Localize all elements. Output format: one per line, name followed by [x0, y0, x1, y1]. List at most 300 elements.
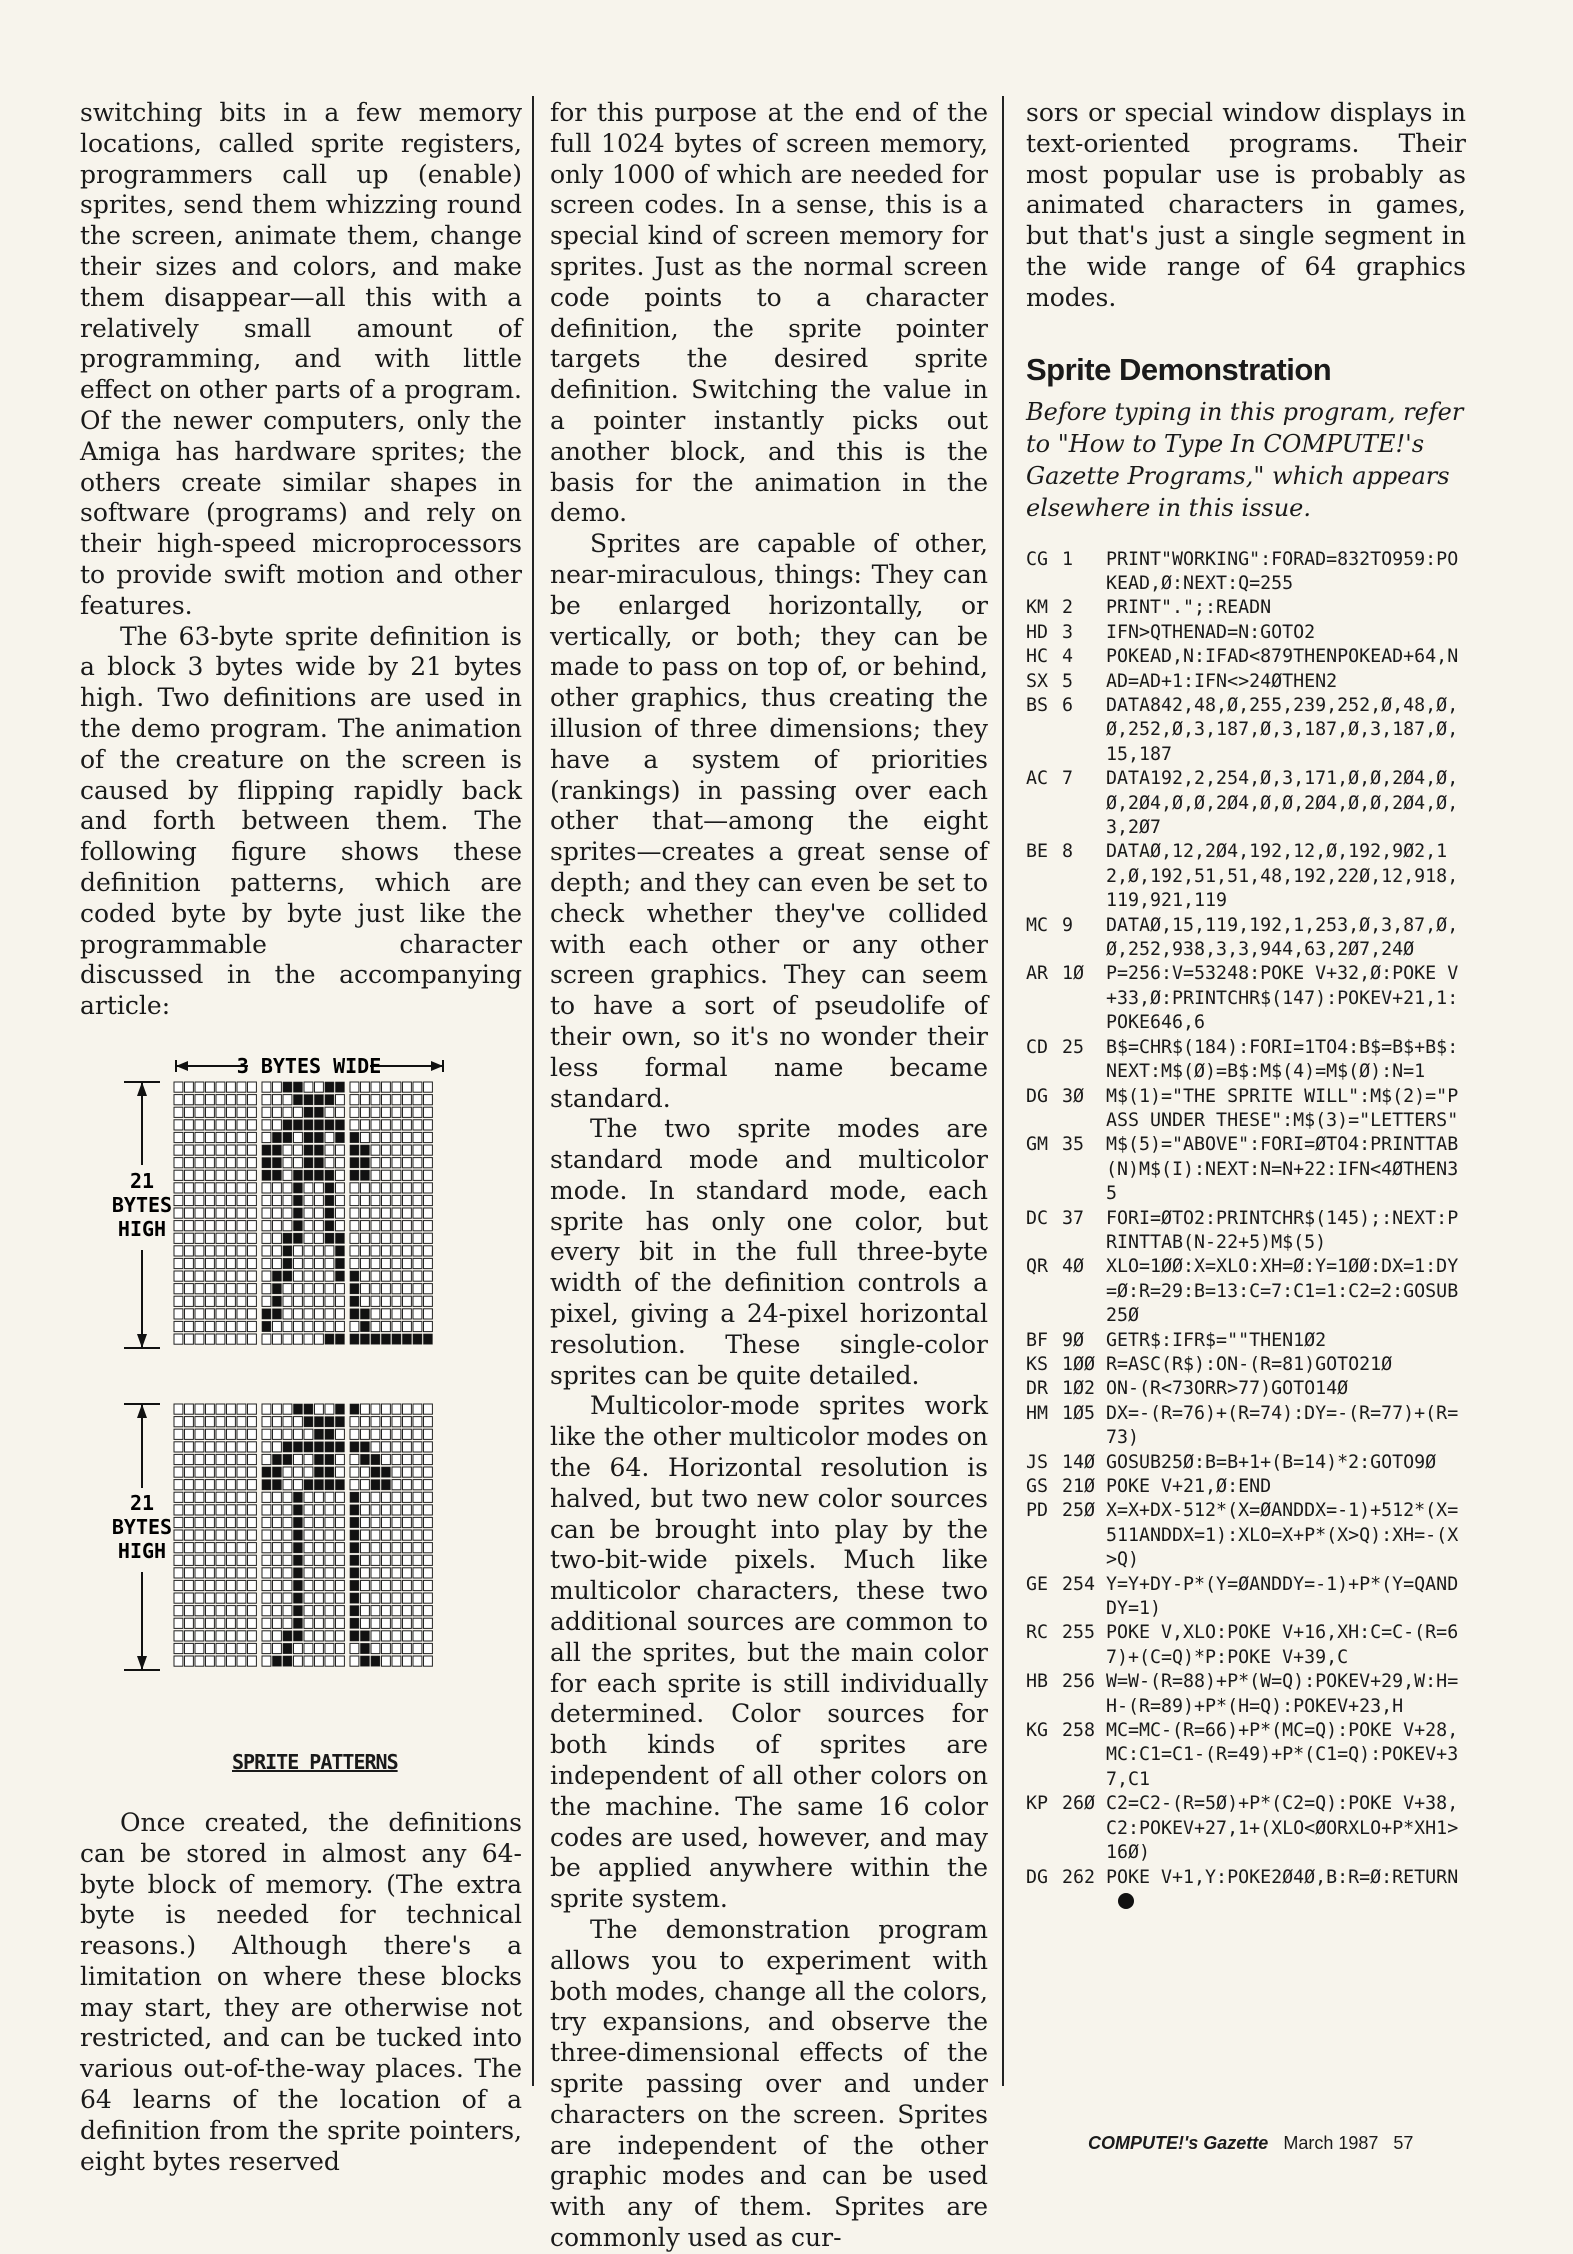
sprite-pixel-off: [195, 1555, 204, 1565]
sprite-pixel-off: [195, 1505, 204, 1515]
sprite-pixel-off: [304, 1555, 313, 1565]
sprite-pixel-on: [294, 1183, 303, 1193]
sprite-pixel-off: [216, 1183, 225, 1193]
sprite-pixel-off: [273, 1258, 282, 1268]
sprite-pixel-off: [248, 1568, 257, 1578]
sprite-pixel-off: [294, 1158, 303, 1168]
sprite-pixel-off: [371, 1593, 380, 1603]
sprite-pixel-off: [403, 1208, 412, 1218]
sprite-pixel-off: [403, 1517, 412, 1527]
sprite-pixel-off: [262, 1555, 271, 1565]
sprite-pixel-off: [350, 1221, 359, 1231]
sprite-pixel-off: [304, 1233, 313, 1243]
sprite-pixel-off: [216, 1095, 225, 1105]
sprite-pixel-off: [361, 1221, 370, 1231]
sprite-pixel-off: [195, 1107, 204, 1117]
sprite-pixel-off: [413, 1555, 422, 1565]
sprite-pixel-on: [294, 1606, 303, 1616]
sprite-pixel-off: [216, 1580, 225, 1590]
line-number: 254: [1062, 1573, 1096, 1595]
sprite-pixel-off: [262, 1221, 271, 1231]
sprite-pixel-off: [304, 1246, 313, 1256]
sprite-pixel-off: [174, 1246, 183, 1256]
sprite-pixel-off: [304, 1195, 313, 1205]
sprite-pixel-on: [336, 1417, 345, 1427]
sprite-pixel-on: [325, 1467, 334, 1477]
sprite-pixel-off: [413, 1530, 422, 1540]
sprite-pixel-off: [237, 1618, 246, 1628]
sprite-pixel-off: [325, 1271, 334, 1281]
line-code: M$(5)="ABOVE":FORI=ØTO4:PRINTTAB(N)M$(I):NEXT:N=N+22:IFN<4ØTHEN35: [1106, 1134, 1459, 1205]
sprite-pixel-off: [227, 1631, 236, 1641]
sprite-pixel-off: [248, 1221, 257, 1231]
sprite-pixel-off: [336, 1530, 345, 1540]
sprite-pixel-off: [424, 1580, 433, 1590]
sprite-pixel-on: [294, 1593, 303, 1603]
sprite-pixel-off: [350, 1183, 359, 1193]
sprite-pixel-off: [195, 1284, 204, 1294]
sprite-pixel-off: [262, 1120, 271, 1130]
sprite-pixel-on: [371, 1656, 380, 1666]
sprite-pixel-on: [403, 1334, 412, 1344]
sprite-pixel-off: [174, 1442, 183, 1452]
sprite-pixel-off: [325, 1568, 334, 1578]
sprite-pixel-off: [403, 1082, 412, 1092]
sprite-pixel-off: [262, 1284, 271, 1294]
sprite-pixel-off: [403, 1643, 412, 1653]
sprite-pixel-off: [283, 1221, 292, 1231]
sprite-pixel-off: [283, 1095, 292, 1105]
sprite-pixel-off: [283, 1321, 292, 1331]
sprite-pixel-off: [174, 1082, 183, 1092]
sprite-pixel-off: [382, 1271, 391, 1281]
sprite-pixel-off: [248, 1309, 257, 1319]
sprite-pixel-off: [227, 1271, 236, 1281]
sprite-pixel-off: [403, 1467, 412, 1477]
sprite-pixel-off: [206, 1530, 215, 1540]
sprite-pixel-off: [371, 1492, 380, 1502]
sprite-pixel-off: [382, 1656, 391, 1666]
sprite-pixel-off: [424, 1429, 433, 1439]
sprite-pixel-off: [206, 1271, 215, 1281]
sprite-pixel-on: [382, 1467, 391, 1477]
sprite-pixel-off: [382, 1208, 391, 1218]
sprite-pixel-off: [315, 1505, 324, 1515]
sprite-pixel-off: [315, 1530, 324, 1540]
sprite-pixel-off: [382, 1170, 391, 1180]
sprite-pixel-off: [424, 1233, 433, 1243]
publication-name: COMPUTE!'s Gazette: [1088, 2133, 1269, 2153]
sprite-pixel-on: [325, 1095, 334, 1105]
sprite-pixel-off: [371, 1221, 380, 1231]
sprite-pixel-off: [185, 1656, 194, 1666]
column-2: [550, 98, 988, 2254]
sprite-pixel-off: [248, 1107, 257, 1117]
line-code: P=256:V=53248:POKE V+32,Ø:POKE V+33,Ø:PRINTCHR$(147):POKEV+21,1:POKE646,6: [1106, 963, 1459, 1034]
sprite-pixel-off: [185, 1132, 194, 1142]
sprite-pixel-off: [403, 1618, 412, 1628]
sprite-pixel-off: [413, 1321, 422, 1331]
sprite-pixel-off: [371, 1555, 380, 1565]
sprite-pixel-on: [294, 1580, 303, 1590]
sprite-pixel-off: [216, 1429, 225, 1439]
listing-line: [1026, 548, 1466, 597]
line-code: DATA842,48,Ø,255,239,252,Ø,48,Ø,Ø,252,Ø,3,187,Ø,3,187,Ø,3,187,Ø,15,187: [1106, 695, 1459, 765]
sprite-pixel-off: [392, 1492, 401, 1502]
sprite-pixel-on: [315, 1454, 324, 1464]
sprite-pixel-off: [413, 1618, 422, 1628]
sprite-pixel-off: [206, 1480, 215, 1490]
listing-line: [1026, 1207, 1466, 1256]
sprite-pixel-on: [350, 1593, 359, 1603]
sprite-pixel-off: [424, 1643, 433, 1653]
sprite-pixel-off: [424, 1246, 433, 1256]
sprite-pixel-on: [304, 1107, 313, 1117]
checksum-code: GS: [1026, 1476, 1049, 1498]
line-code: DATAØ,12,2Ø4,192,12,Ø,192,9Ø2,12,Ø,192,51,51,48,192,22Ø,12,918,119,921,119: [1106, 841, 1459, 912]
sprite-pixel-off: [304, 1429, 313, 1439]
sprite-pixel-off: [413, 1467, 422, 1477]
sprite-pixel-off: [424, 1321, 433, 1331]
listing-line: [1026, 840, 1466, 913]
sprite-pixel-off: [248, 1296, 257, 1306]
sprite-pixel-off: [195, 1309, 204, 1319]
sprite-pixel-off: [195, 1321, 204, 1331]
sprite-pixel-off: [371, 1183, 380, 1193]
line-number: 21Ø: [1062, 1476, 1096, 1498]
line-number: 7: [1062, 768, 1074, 790]
sprite-pixel-off: [350, 1082, 359, 1092]
sprite-pixel-off: [227, 1132, 236, 1142]
sprite-pixel-off: [195, 1334, 204, 1344]
sprite-pixel-off: [382, 1321, 391, 1331]
sprite-pixel-off: [227, 1183, 236, 1193]
sprite-pixel-off: [392, 1555, 401, 1565]
paragraph: Once created, the definitions can be stored in almost any 64-byte block of memory. (The extra byte is needed for technical reasons.) Although there's a limitation on where these blocks may start, they are otherwise not restricted, and can be tucked into various out-of-the-way places. The 64 learns of the location of a definition from the sprite pointers, eight bytes reserved: [80, 1807, 522, 2176]
sprite-pixel-off: [304, 1568, 313, 1578]
sprite-pixel-off: [283, 1505, 292, 1515]
sprite-pixel-off: [273, 1593, 282, 1603]
sprite-pixel-on: [315, 1417, 324, 1427]
sprite-pixel-off: [413, 1195, 422, 1205]
sprite-pixel-off: [185, 1530, 194, 1540]
checksum-code: QR: [1026, 1256, 1049, 1278]
sprite-pixel-off: [403, 1120, 412, 1130]
sprite-pixel-on: [304, 1120, 313, 1130]
sprite-pixel-off: [262, 1095, 271, 1105]
sprite-pixel-on: [336, 1082, 345, 1092]
sprite-pixel-off: [237, 1480, 246, 1490]
sprite-pixel-off: [206, 1404, 215, 1414]
sprite-pixel-off: [403, 1158, 412, 1168]
sprite-pixel-off: [206, 1246, 215, 1256]
sprite-pixel-off: [227, 1309, 236, 1319]
checksum-code: KM: [1026, 597, 1049, 619]
sprite-pixel-off: [262, 1246, 271, 1256]
sprite-pixel-off: [248, 1631, 257, 1641]
sprite-pixel-off: [227, 1492, 236, 1502]
sprite-pixel-off: [206, 1454, 215, 1464]
sprite-pixel-off: [273, 1618, 282, 1628]
line-code: POKE V+1,Y:POKE2Ø4Ø,B:R=Ø:RETURN: [1106, 1866, 1466, 1915]
listing-line: [1026, 621, 1466, 645]
sprite-pixel-off: [262, 1233, 271, 1243]
sprite-pixel-off: [174, 1454, 183, 1464]
sprite-pixel-off: [325, 1543, 334, 1553]
sprite-pixel-off: [185, 1606, 194, 1616]
sprite-pixel-on: [273, 1132, 282, 1142]
line-number: 14Ø: [1062, 1451, 1096, 1473]
sprite-pixel-on: [325, 1417, 334, 1427]
line-code: Y=Y+DY-P*(Y=ØANDDY=-1)+P*(Y=QANDDY=1): [1106, 1573, 1459, 1620]
sprite-pixel-off: [336, 1221, 345, 1231]
checksum-code: SX: [1026, 670, 1049, 692]
sprite-pixel-off: [227, 1467, 236, 1477]
sprite-pixel-off: [304, 1517, 313, 1527]
sprite-pixel-off: [237, 1208, 246, 1218]
sprite-pixel-off: [195, 1606, 204, 1616]
sprite-pixel-off: [392, 1195, 401, 1205]
sprite-pixel-on: [325, 1334, 334, 1344]
sprite-pixel-off: [325, 1132, 334, 1142]
sprite-pixel-off: [294, 1480, 303, 1490]
sprite-pixel-off: [237, 1492, 246, 1502]
sprite-pixel-off: [283, 1158, 292, 1168]
sprite-pixel-on: [361, 1643, 370, 1653]
checksum-code: DG: [1026, 1866, 1049, 1888]
sprite-pixel-off: [336, 1631, 345, 1641]
line-code: DX=-(R=76)+(R=74):DY=-(R=77)+(R=73): [1106, 1402, 1459, 1449]
sprite-pixel-off: [174, 1132, 183, 1142]
sprite-pixel-on: [361, 1454, 370, 1464]
sprite-pixel-off: [403, 1492, 412, 1502]
sprite-pixel-off: [336, 1195, 345, 1205]
sprite-pixel-off: [392, 1183, 401, 1193]
sprite-pixel-off: [424, 1517, 433, 1527]
sprite-pixel-off: [392, 1429, 401, 1439]
sprite-pixel-off: [227, 1505, 236, 1515]
sprite-pixel-off: [294, 1454, 303, 1464]
sprite-pixel-off: [413, 1643, 422, 1653]
sprite-pixel-off: [371, 1618, 380, 1628]
sprite-pixel-off: [206, 1221, 215, 1231]
sprite-pixel-off: [248, 1284, 257, 1294]
sprite-pixel-off: [392, 1321, 401, 1331]
sprite-pixel-off: [237, 1321, 246, 1331]
sprite-pixel-off: [371, 1530, 380, 1540]
sprite-pixel-off: [206, 1442, 215, 1452]
sprite-pixel-off: [237, 1505, 246, 1515]
sprite-pixel-off: [392, 1517, 401, 1527]
sprite-pixel-off: [195, 1517, 204, 1527]
sprite-pixel-off: [248, 1467, 257, 1477]
line-code: C2=C2-(R=5Ø)+P*(C2=Q):POKE V+38,C2:POKEV+27,1+(XLO<ØORXLO+P*XH1>16Ø): [1106, 1793, 1459, 1864]
sprite-pixel-off: [174, 1120, 183, 1130]
sprite-pixel-off: [392, 1543, 401, 1553]
checksum-code: KG: [1026, 1720, 1049, 1742]
sprite-pixel-off: [227, 1233, 236, 1243]
sprite-pixel-off: [206, 1429, 215, 1439]
sprite-pixel-off: [382, 1442, 391, 1452]
line-number: 3: [1062, 621, 1074, 643]
sprite-pixel-off: [371, 1132, 380, 1142]
sprite-pixel-off: [294, 1334, 303, 1344]
sprite-pixel-off: [382, 1158, 391, 1168]
sprite-pixel-on: [262, 1145, 271, 1155]
sprite-pixel-off: [413, 1580, 422, 1590]
sprite-pixel-off: [216, 1606, 225, 1616]
sprite-pixel-off: [273, 1643, 282, 1653]
sprite-pixel-off: [294, 1284, 303, 1294]
sprite-pixel-off: [382, 1296, 391, 1306]
paragraph: The 63-byte sprite definition is a block 3 bytes wide by 21 bytes high. Two definitions are used in the demo program. The animation of the creature on the screen is caused by flipping rapidly back and forth between them. The following figure shows these definition patterns, which are coded byte by byte just like the programmable character discussed in the accompanying article:: [80, 621, 522, 1021]
sprite-pixel-off: [336, 1568, 345, 1578]
sprite-pixel-off: [325, 1517, 334, 1527]
sprite-pixel-off: [273, 1404, 282, 1414]
sprite-pixel-on: [350, 1505, 359, 1515]
sprite-pixel-off: [185, 1120, 194, 1130]
sprite-pixel-on: [273, 1284, 282, 1294]
sprite-pixel-off: [195, 1208, 204, 1218]
sprite-pixel-on: [294, 1221, 303, 1231]
sprite-pixel-off: [424, 1492, 433, 1502]
sprite-pixel-off: [174, 1530, 183, 1540]
sprite-pixel-off: [174, 1480, 183, 1490]
sprite-pixel-on: [304, 1170, 313, 1180]
sprite-pixel-off: [413, 1442, 422, 1452]
line-number: 25Ø: [1062, 1500, 1096, 1522]
sprite-pixel-on: [315, 1429, 324, 1439]
sprite-pixel-off: [237, 1284, 246, 1294]
sprite-pixel-off: [325, 1643, 334, 1653]
sprite-pixel-off: [185, 1505, 194, 1515]
sprite-pixel-off: [413, 1095, 422, 1105]
sprite-pixel-off: [185, 1170, 194, 1180]
issue-date: March 1987: [1283, 2133, 1379, 2153]
sprite-pixel-off: [237, 1195, 246, 1205]
sprite-pixel-off: [392, 1606, 401, 1616]
sprite-pixel-off: [371, 1258, 380, 1268]
sprite-pixel-off: [315, 1580, 324, 1590]
sprite-pixel-on: [283, 1656, 292, 1666]
sprite-pixel-off: [413, 1221, 422, 1231]
sprite-pixel-off: [403, 1530, 412, 1540]
checksum-code: HD: [1026, 621, 1049, 643]
sprite-pixel-off: [336, 1095, 345, 1105]
sprite-pixel-off: [206, 1656, 215, 1666]
sprite-pixel-off: [206, 1517, 215, 1527]
sprite-pixel-off: [315, 1492, 324, 1502]
sprite-pixel-off: [185, 1158, 194, 1168]
sprite-pixel-off: [424, 1107, 433, 1117]
line-code: POKEAD,N:IFAD<879THENPOKEAD+64,N: [1106, 646, 1459, 668]
sprite-pixel-off: [206, 1284, 215, 1294]
sprite-pixel-off: [361, 1120, 370, 1130]
sprite-pixel-off: [283, 1543, 292, 1553]
sprite-pixel-off: [262, 1454, 271, 1464]
sprite-pixel-on: [336, 1233, 345, 1243]
sprite-pixel-off: [248, 1170, 257, 1180]
sprite-pixel-off: [392, 1631, 401, 1641]
checksum-code: BS: [1026, 695, 1049, 717]
sprite-pixel-off: [304, 1505, 313, 1515]
sprite-pixel-off: [262, 1195, 271, 1205]
sprite-pixel-off: [227, 1517, 236, 1527]
column-1: [80, 98, 522, 2177]
line-number: 1: [1062, 548, 1074, 570]
line-code: PRINT".";:READN: [1106, 597, 1272, 619]
sprite-pixel-on: [304, 1145, 313, 1155]
sprite-pixel-off: [185, 1568, 194, 1578]
sprite-pixel-off: [382, 1568, 391, 1578]
sprite-pixel-off: [248, 1593, 257, 1603]
sprite-pixel-off: [424, 1082, 433, 1092]
checksum-code: JS: [1026, 1451, 1049, 1473]
sprite-pixel-off: [413, 1543, 422, 1553]
sprite-pixel-off: [227, 1082, 236, 1092]
sprite-pixel-off: [174, 1618, 183, 1628]
sprite-pixel-off: [216, 1158, 225, 1168]
sprite-pixel-off: [361, 1555, 370, 1565]
sprite-pixel-off: [315, 1271, 324, 1281]
sprite-pixel-off: [248, 1120, 257, 1130]
listing-line: [1026, 1329, 1466, 1353]
sprite-pixel-off: [361, 1233, 370, 1243]
sprite-pixel-off: [195, 1417, 204, 1427]
sprite-pixel-off: [424, 1505, 433, 1515]
sprite-pixel-off: [424, 1132, 433, 1142]
sprite-pixel-off: [216, 1271, 225, 1281]
sprite-pixel-off: [206, 1568, 215, 1578]
sprite-pixel-on: [350, 1284, 359, 1294]
sprite-pixel-off: [325, 1593, 334, 1603]
sprite-pixel-off: [336, 1593, 345, 1603]
sprite-pixel-off: [403, 1233, 412, 1243]
sprite-pixel-off: [371, 1095, 380, 1105]
sprite-pixel-off: [273, 1492, 282, 1502]
sprite-pixel-off: [174, 1517, 183, 1527]
sprite-pixel-off: [283, 1145, 292, 1155]
sprite-pixel-off: [371, 1120, 380, 1130]
listing-line: [1026, 1573, 1466, 1622]
sprite-pixel-off: [350, 1467, 359, 1477]
sprite-pixel-off: [371, 1505, 380, 1515]
line-number: 256: [1062, 1671, 1096, 1693]
sprite-pixel-off: [185, 1580, 194, 1590]
sprite-pixel-on: [315, 1442, 324, 1452]
sprite-pixel-off: [371, 1208, 380, 1218]
sprite-pixel-off: [392, 1593, 401, 1603]
line-code: POKE V+21,Ø:END: [1106, 1476, 1272, 1498]
line-number: 6: [1062, 695, 1074, 717]
sprite-pixel-off: [392, 1145, 401, 1155]
sprite-pixel-off: [413, 1454, 422, 1464]
sprite-pixel-off: [371, 1643, 380, 1653]
sprite-pixel-off: [195, 1643, 204, 1653]
listing-line: [1026, 596, 1466, 620]
sprite-pixel-off: [283, 1195, 292, 1205]
sprite-pixel-off: [195, 1082, 204, 1092]
sprite-pixel-off: [185, 1404, 194, 1414]
sprite-pixel-off: [206, 1258, 215, 1268]
sprite-pixel-off: [227, 1158, 236, 1168]
sprite-pixel-on: [283, 1082, 292, 1092]
sprite-pixel-on: [424, 1334, 433, 1344]
sprite-pixel-off: [325, 1631, 334, 1641]
sprite-pixel-off: [403, 1246, 412, 1256]
sprite-pixel-off: [336, 1183, 345, 1193]
checksum-code: CD: [1026, 1036, 1049, 1058]
